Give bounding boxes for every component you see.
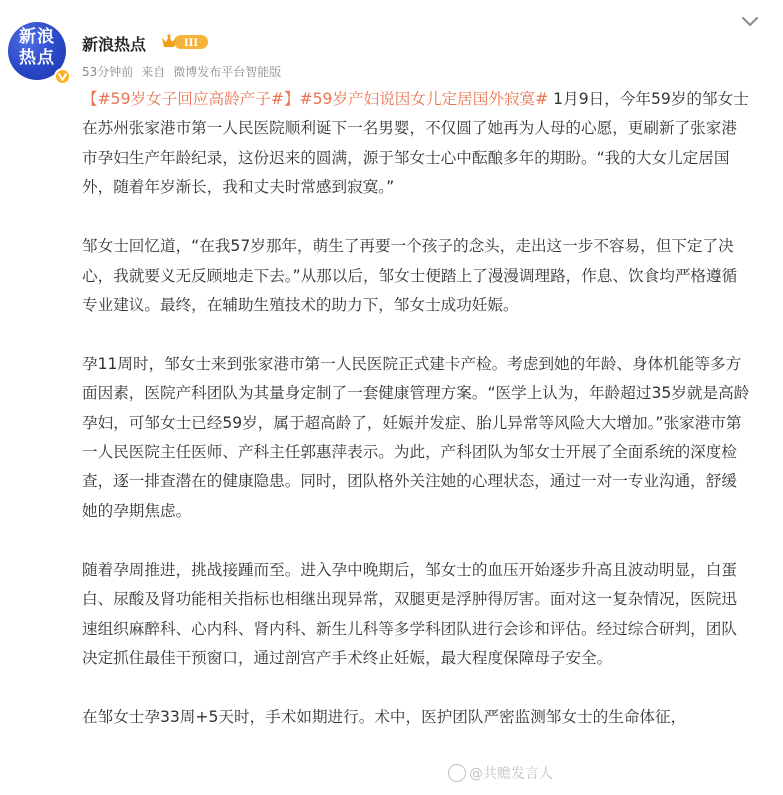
avatar-logo-text [8, 27, 66, 69]
topic-tag-1[interactable]: 【#59岁女子回应高龄产子#】 [82, 90, 300, 108]
level-badge[interactable] [160, 33, 210, 51]
paragraph-4: 随着孕周推进，挑战接踵而至。进入孕中晚期后，邹女士的血压开始逐步升高且波动明显，白蛋白、尿酸及肾功能相关指标也相继出现异常，双腿更是浮肿得厉害。面对这一复杂情况，医院迅速组织麻醉科、心内科、肾内科、新生儿科等多学科团队进行会诊和评估。经过综合研判，团队决定抓住最佳干预窗口，通过剖宫产手术终止妊娠，最大程度保障母子安全。 [82, 560, 737, 667]
verified-v-icon [54, 68, 71, 85]
post-meta [82, 63, 289, 80]
watermark-logo-icon [448, 764, 466, 782]
post-source: 微博发布平台智能版 [173, 65, 282, 79]
account-name[interactable]: 新浪热点 [82, 35, 147, 54]
paragraph-2: 邹女士回忆道，“在我57岁那年，萌生了再要一个孩子的念头，走出这一步不容易，但下定了决心，我就要义无反顾地走下去。”从那以后，邹女士便踏上了漫漫调理路，作息、饮食均严格遵循专业建议。最终，在辅助生殖技术的助力下，邹女士成功妊娠。 [82, 237, 738, 314]
post-time[interactable]: 53分钟前 [82, 65, 134, 79]
paragraph-1 [82, 85, 752, 203]
paragraph-3: 孕11周时，邹女士来到张家港市第一人民医院正式建卡产检。考虑到她的年龄、身体机能等多方面因素，医院产科团队为其量身定制了一套健康管理方案。“医学上认为，年龄超过35岁就是高龄孕妇，可邹女士已经59岁，属于超高龄了，妊娠并发症、胎儿异常等风险大大增加。”张家港市第一人民医院主任医师、产科主任郭惠萍表示。为此，产科团队为邹女士开展了全面系统的深度检查，逐一排查潜在的健康隐患。同时，团队格外关注她的心理状态，通过一对一专业沟通，舒缓她的孕期焦虑。 [82, 354, 750, 520]
topic-tag-2[interactable]: #59岁产妇说因女儿定居国外寂寞# [299, 90, 549, 108]
avatar-text-line2: 热点 [19, 48, 55, 68]
level-text: III [183, 38, 199, 49]
watermark [448, 763, 553, 783]
chevron-down-icon[interactable] [740, 14, 760, 30]
avatar[interactable] [8, 22, 66, 80]
post-body [82, 85, 752, 762]
paragraph-5: 在邹女士孕33周+5天时，手术如期进行。术中，医护团队严密监测邹女士的生命体征， [82, 707, 687, 726]
watermark-text: @共赡发言人 [469, 766, 553, 782]
paragraph-1-text: 1月9日，今年59岁的邹女士在苏州张家港市第一人民医院顺利诞下一名男婴，不仅圆了她再为人母的心愿，更刷新了张家港市孕妇生产年龄纪录，这份迟来的圆满，源于邹女士心中酝酿多年的期盼。“我的大女儿定居国外，随着年岁渐长，我和丈夫时常感到寂寞。” [82, 90, 749, 197]
source-prefix: 来自 [141, 65, 166, 79]
post-header [0, 0, 783, 85]
avatar-text-line1: 新浪 [19, 27, 55, 47]
